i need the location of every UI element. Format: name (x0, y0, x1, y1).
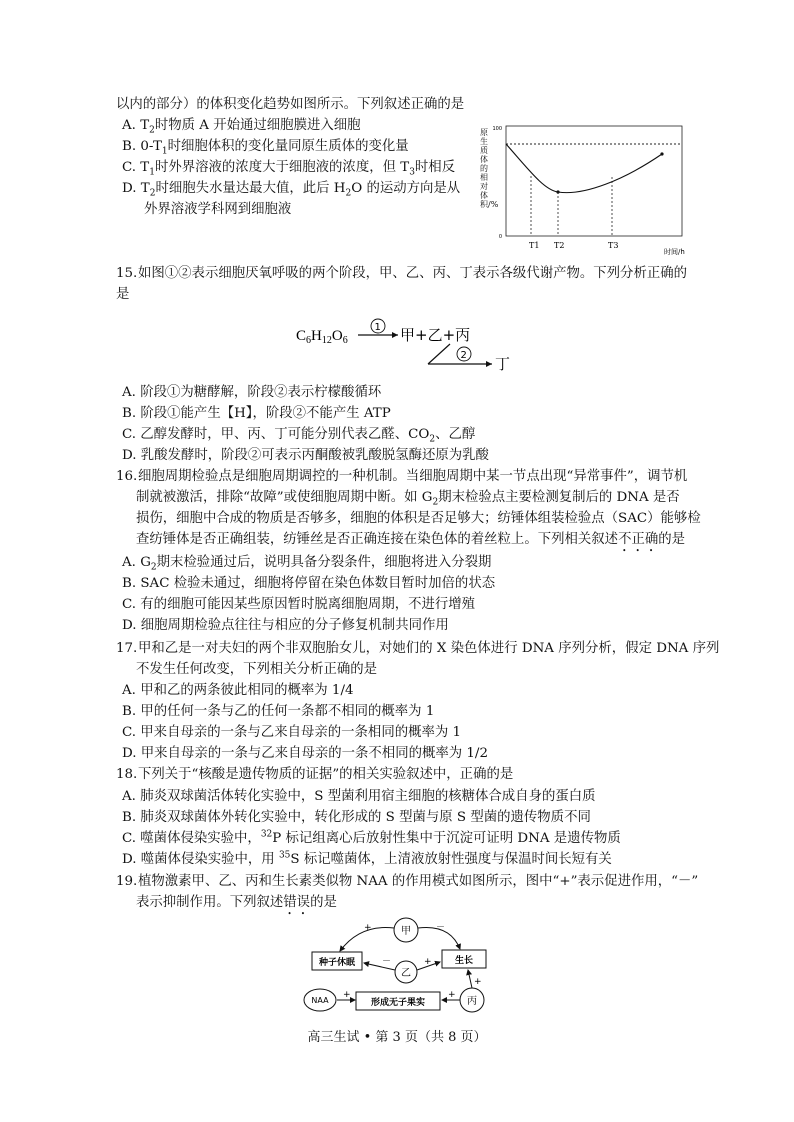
q15-option-d: D. 乳酸发酵时，阶段②可表示丙酮酸被乳酸脱氢酶还原为乳酸 (122, 448, 489, 463)
q16-option-b: B. SAC 检验未通过，细胞将停留在染色体数目暂时加倍的状态 (122, 576, 496, 591)
hormone-bing-label: 丙 (467, 996, 477, 1007)
q17-number: 17. (116, 641, 138, 656)
q17-stem-line2: 不发生任何改变，下列相关分析正确的是 (136, 662, 378, 677)
products-text: 甲+乙+丙 (400, 326, 471, 344)
q16-number: 16. (116, 469, 138, 484)
q14-stem-tail: 以内的部分）的体积变化趋势如图所示。下列叙述正确的是 (116, 97, 465, 112)
q14-option-d-cont: 外界溶液学科网到细胞液 (144, 202, 292, 217)
q14-volume-chart (474, 120, 696, 260)
chart-x-label: 时间/h (664, 248, 685, 256)
step2-arrowhead (486, 361, 492, 367)
sign-yi-growth: + (424, 957, 432, 967)
chart-end-point (660, 152, 663, 155)
q18-stem: 下列关于“核酸是遗传物质的证据”的相关实验叙述中，正确的是 (138, 767, 514, 782)
sign-jia-dormancy: + (364, 923, 372, 933)
chart-y-tick-top: 100 (492, 126, 502, 132)
q16-stem-line4: 查纺锤体是否正确组装，纺锤丝是否正确连接在染色体的着丝粒上。下列相关叙述不正确的是 (136, 532, 686, 547)
q17-option-b: B. 甲的任何一条与乙的任何一条都不相同的概率为 1 (122, 704, 435, 719)
chart-y-label: 原生质体的相对体积/% (480, 128, 499, 209)
chart-x-tick-t2: T2 (554, 241, 565, 250)
naa-label: NAA (311, 996, 329, 1005)
sign-jia-growth: － (436, 923, 446, 933)
q15-reaction-diagram (292, 318, 512, 376)
q14-option-a: A. $T_2$时物质 A 开始通过细胞膜进入细胞 (122, 118, 361, 136)
q17-option-a: A. 甲和乙的两条彼此相同的概率为 1/4 (122, 683, 354, 698)
q19-number: 19. (116, 874, 138, 889)
chart-y-tick-zero: 0 (498, 234, 502, 240)
sign-bing-fruit: + (448, 990, 456, 1000)
q19-stem-line1: 植物激素甲、乙、丙和生长素类似物 NAA 的作用模式如图所示，图中“+”表示促进作用，“－” (138, 874, 699, 889)
product2-text: 丁 (495, 355, 511, 373)
chart-curve (506, 144, 662, 193)
q14-option-c: C. $T_1$时外界溶液的浓度大于细胞液的浓度，但 $T_3$时相反 (122, 160, 456, 178)
q15-stem-line1: 如图①②表示细胞厌氧呼吸的两个阶段，甲、乙、丙、丁表示各级代谢产物。下列分析正确的 (138, 266, 688, 281)
chart-x-tick-t3: T3 (608, 241, 619, 250)
growth-label: 生长 (454, 956, 474, 966)
sign-bing-growth: + (474, 977, 482, 987)
q16-option-a: A. $G_2$期末检验通过后，说明具备分裂条件，细胞将进入分裂期 (122, 555, 492, 573)
step1-arrowhead (392, 332, 398, 338)
q18-option-b: B. 肺炎双球菌体外转化实验中，转化形成的 S 型菌与原 S 型菌的遗传物质不同 (122, 810, 591, 825)
q15-option-a: A. 阶段①为糖酵解，阶段②表示柠檬酸循环 (122, 385, 382, 400)
hormone-yi-label: 乙 (401, 968, 411, 979)
q15-stem-line2: 是 (116, 287, 130, 302)
page-footer: 高三生试 • 第 3 页（共 8 页） (307, 1030, 487, 1045)
q16-stem-line1: 细胞周期检验点是细胞周期调控的一种机制。当细胞周期中某一节点出现“异常事件”，调节机 (138, 469, 688, 484)
q18-option-d: D. 噬菌体侵染实验中，用 $^{35}$S 标记噬菌体，上清液放射性强度与保温时间长短有关 (122, 850, 612, 867)
q18-number: 18. (116, 767, 138, 782)
arrow-bing-growth (468, 970, 472, 988)
q18-option-c: C. 噬菌体侵染实验中，$^{32}$P 标记组离心后放射性集中于沉淀可证明 DNA 是遗传物质 (122, 829, 621, 846)
q15-number: 15. (116, 266, 138, 281)
q18-option-a: A. 肺炎双球菌活体转化实验中，S 型菌利用宿主细胞的核糖体合成自身的蛋白质 (122, 789, 596, 804)
glucose-formula: $C_6H_{12}O_6$ (296, 328, 348, 346)
step2-label: 2 (460, 350, 467, 361)
q15-option-b: B. 阶段①能产生【H】，阶段②不能产生 ATP (122, 406, 391, 421)
chart-x-tick-t1: T1 (529, 241, 540, 250)
step2-branch (428, 344, 450, 364)
seedless-fruit-label: 形成无子果实 (370, 998, 426, 1008)
q17-stem-line1: 甲和乙是一对夫妇的两个非双胞胎女儿，对她们的 X 染色体进行 DNA 序列分析，假定 DNA 序列 (138, 641, 720, 656)
q19-stem-line2: 表示抑制作用。下列叙述错误的是 (136, 895, 337, 910)
q16-option-c: C. 有的细胞可能因某些原因暂时脱离细胞周期，不进行增殖 (122, 597, 476, 612)
seed-dormancy-label: 种子休眠 (318, 958, 356, 968)
q16-stem-line3: 损伤，细胞中合成的物质是否够多，细胞的体积是否足够大；纺锤体组装检验点（SAC）能够检 (136, 511, 701, 526)
q14-option-b: B. $0-T_1$时细胞体积的变化量同原生质体的变化量 (122, 139, 409, 157)
step1-label: 1 (374, 322, 381, 333)
q16-option-d: D. 细胞周期检验点往往与相应的分子修复机制共同作用 (122, 618, 449, 633)
hormone-jia-label: 甲 (401, 926, 411, 937)
sign-naa-fruit: + (343, 990, 351, 1000)
q15-option-c: C. 乙醇发酵时，甲、丙、丁可能分别代表乙醛、$CO_2$、乙醇 (122, 427, 476, 445)
q17-option-d: D. 甲来自母亲的一条与乙来自母亲的一条不相同的概率为 1/2 (122, 746, 488, 761)
q17-option-c: C. 甲来自母亲的一条与乙来自母亲的一条相同的概率为 1 (122, 725, 462, 740)
q14-option-d: D. $T_2$时细胞失水量达最大值，此后 $H_2O$ 的运动方向是从 (122, 181, 461, 199)
q19-hormone-diagram (300, 914, 500, 1022)
q16-stem-line2: 制就被激活，排除“故障”或使细胞周期中断。如 $G_2$期末检验点主要检测复制后的 DNA 是否 (136, 490, 680, 508)
chart-frame (506, 126, 682, 236)
sign-yi-dormancy: － (382, 957, 392, 967)
